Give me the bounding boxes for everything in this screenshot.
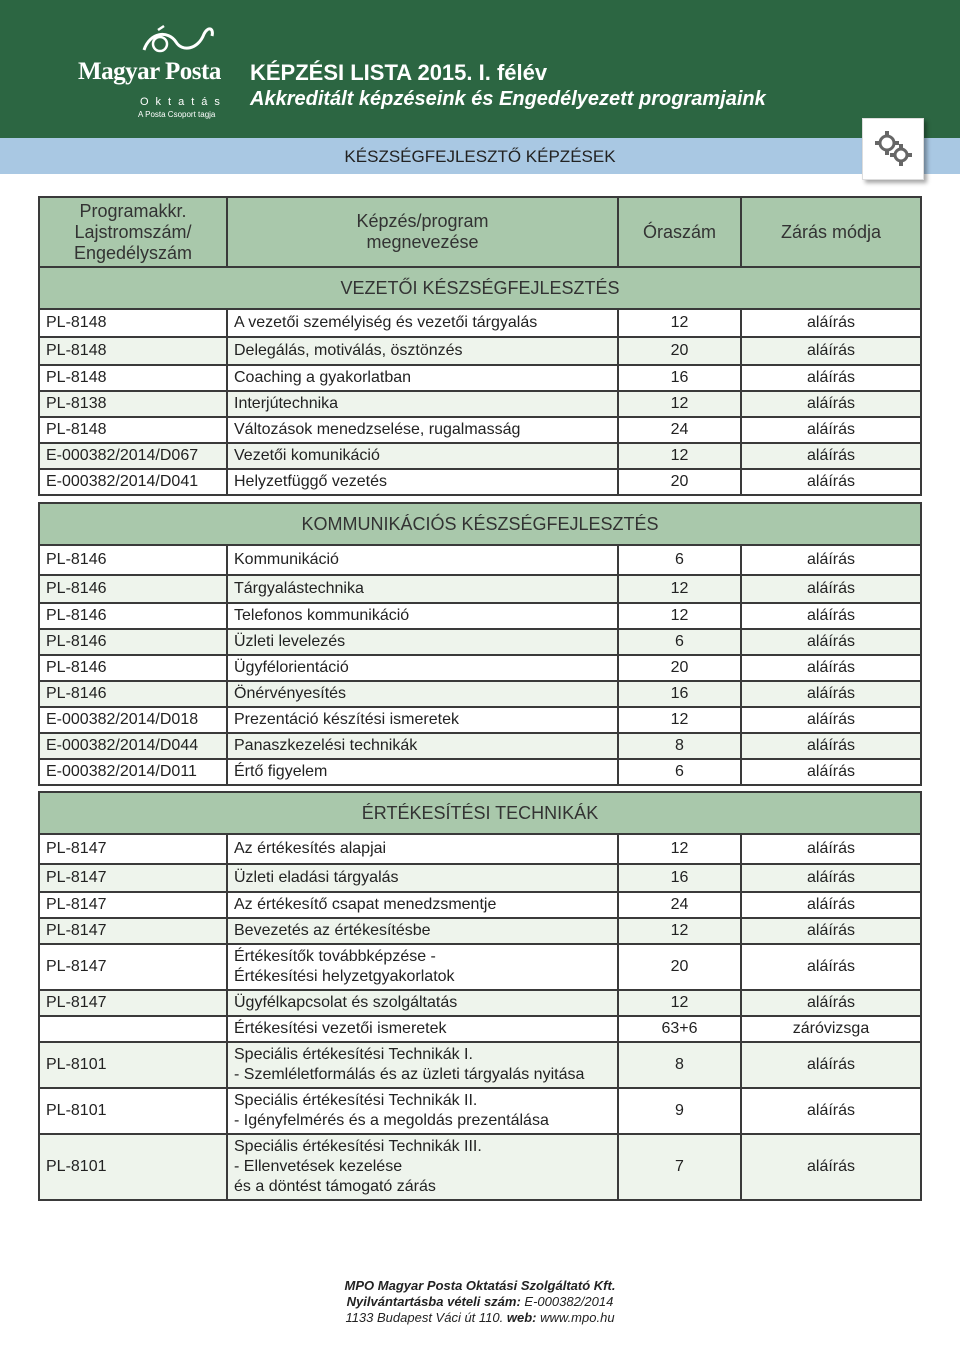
course-code: PL-8147	[39, 990, 227, 1016]
table-row	[39, 545, 921, 575]
course-close: aláírás	[741, 918, 921, 944]
logo-tagline: A Posta Csoport tagja	[138, 110, 216, 119]
course-close: aláírás	[741, 391, 921, 417]
gears-icon	[873, 129, 913, 169]
course-name: Telefonos kommunikáció	[227, 603, 618, 629]
table-row	[39, 603, 921, 629]
section-heading: ÉRTÉKESÍTÉSI TECHNIKÁK	[39, 792, 921, 834]
course-code: PL-8148	[39, 417, 227, 443]
course-hours: 12	[618, 391, 741, 417]
course-hours: 12	[618, 834, 741, 864]
table-row	[39, 892, 921, 918]
table-header-row	[39, 197, 921, 267]
course-name: Tárgyalástechnika	[227, 575, 618, 603]
section-heading: KOMMUNIKÁCIÓS KÉSZSÉGFEJLESZTÉS	[39, 503, 921, 545]
course-name: Kommunikáció	[227, 545, 618, 575]
course-hours: 16	[618, 681, 741, 707]
course-name: Prezentáció készítési ismeretek	[227, 707, 618, 733]
table-row	[39, 918, 921, 944]
course-hours: 12	[618, 918, 741, 944]
course-name: Ügyfélorientáció	[227, 655, 618, 681]
course-code: PL-8146	[39, 629, 227, 655]
course-name: Helyzetfüggő vezetés	[227, 469, 618, 495]
category-title: KÉSZSÉGFEJLESZTŐ KÉPZÉSEK	[344, 147, 616, 166]
course-code: PL-8148	[39, 365, 227, 391]
section-heading-row	[39, 792, 921, 834]
table-row	[39, 1134, 921, 1200]
section-body	[39, 545, 921, 785]
course-close: aláírás	[741, 759, 921, 785]
courses-table	[38, 791, 922, 1201]
table-row	[39, 365, 921, 391]
course-close: aláírás	[741, 655, 921, 681]
table-row	[39, 834, 921, 864]
course-close: aláírás	[741, 990, 921, 1016]
section-heading: VEZETŐI KÉSZSÉGFEJLESZTÉS	[39, 267, 921, 309]
page-header	[0, 0, 960, 138]
table-row	[39, 391, 921, 417]
course-code: PL-8146	[39, 575, 227, 603]
course-close: aláírás	[741, 365, 921, 391]
course-code: PL-8146	[39, 655, 227, 681]
course-hours: 20	[618, 469, 741, 495]
course-hours: 6	[618, 545, 741, 575]
section-heading-row	[39, 267, 921, 309]
course-name: Coaching a gyakorlatban	[227, 365, 618, 391]
footer-web-link[interactable]: www.mpo.hu	[540, 1310, 615, 1325]
course-close: aláírás	[741, 545, 921, 575]
course-name: Önérvényesítés	[227, 681, 618, 707]
course-code: PL-8147	[39, 834, 227, 864]
course-code: PL-8146	[39, 603, 227, 629]
course-name: Üzleti levelezés	[227, 629, 618, 655]
course-close: aláírás	[741, 681, 921, 707]
course-close: aláírás	[741, 1042, 921, 1088]
course-hours: 12	[618, 603, 741, 629]
course-code: E-000382/2014/D067	[39, 443, 227, 469]
footer-address: 1133 Budapest Váci út 110.	[345, 1310, 504, 1325]
course-name: Ügyfélkapcsolat és szolgáltatás	[227, 990, 618, 1016]
course-code: E-000382/2014/D011	[39, 759, 227, 785]
course-close: aláírás	[741, 603, 921, 629]
course-close: aláírás	[741, 707, 921, 733]
table-row	[39, 1042, 921, 1088]
course-name: Speciális értékesítési Technikák II. - Igényfelmérés és a megoldás prezentálása	[227, 1088, 618, 1134]
table-row	[39, 990, 921, 1016]
course-close: aláírás	[741, 864, 921, 892]
table-row	[39, 944, 921, 990]
footer-reg-label: Nyilvántartásba vételi szám:	[346, 1294, 521, 1309]
course-code: PL-8147	[39, 892, 227, 918]
course-close: aláírás	[741, 469, 921, 495]
gears-badge	[862, 118, 924, 180]
course-close: aláírás	[741, 417, 921, 443]
course-name: Az értékesítő csapat menedzsmentje	[227, 892, 618, 918]
course-hours: 12	[618, 707, 741, 733]
courses-table	[38, 502, 922, 786]
course-code: PL-8148	[39, 309, 227, 337]
course-hours: 24	[618, 892, 741, 918]
table-row	[39, 1088, 921, 1134]
column-header-code: Programakkr. Lajstromszám/ Engedélyszám	[39, 197, 227, 267]
course-hours: 24	[618, 417, 741, 443]
course-hours: 6	[618, 629, 741, 655]
course-hours: 12	[618, 990, 741, 1016]
table-row	[39, 759, 921, 785]
column-header-name: Képzés/program megnevezése	[227, 197, 618, 267]
table-row	[39, 443, 921, 469]
course-hours: 16	[618, 864, 741, 892]
course-hours: 20	[618, 944, 741, 990]
course-close: aláírás	[741, 337, 921, 365]
course-name: Speciális értékesítési Technikák III. - Ellenvetések kezelése és a döntést támogató zárás	[227, 1134, 618, 1200]
section-heading-row	[39, 503, 921, 545]
course-code: PL-8147	[39, 944, 227, 990]
course-code: PL-8147	[39, 918, 227, 944]
section-body	[39, 834, 921, 1200]
page-footer	[0, 1278, 960, 1326]
course-name: Az értékesítés alapjai	[227, 834, 618, 864]
course-name: Speciális értékesítési Technikák I. - Szemléletformálás és az üzleti tárgyalás nyitása	[227, 1042, 618, 1088]
course-hours: 6	[618, 759, 741, 785]
course-code: PL-8138	[39, 391, 227, 417]
table-row	[39, 655, 921, 681]
course-close: aláírás	[741, 443, 921, 469]
magyar-posta-logo	[76, 22, 226, 132]
course-hours: 20	[618, 337, 741, 365]
course-close: aláírás	[741, 1134, 921, 1200]
course-name: Interjútechnika	[227, 391, 618, 417]
table-row	[39, 864, 921, 892]
course-code: E-000382/2014/D041	[39, 469, 227, 495]
course-name: Üzleti eladási tárgyalás	[227, 864, 618, 892]
course-code: E-000382/2014/D044	[39, 733, 227, 759]
course-close: záróvizsga	[741, 1016, 921, 1042]
course-hours: 8	[618, 1042, 741, 1088]
course-hours: 12	[618, 443, 741, 469]
course-name: Vezetői komunikáció	[227, 443, 618, 469]
course-name: A vezetői személyiség és vezetői tárgyalás	[227, 309, 618, 337]
page-subtitle: Akkreditált képzéseink és Engedélyezett programjaink	[250, 88, 766, 110]
table-row	[39, 469, 921, 495]
course-close: aláírás	[741, 309, 921, 337]
section-body	[39, 309, 921, 495]
table-row	[39, 575, 921, 603]
course-code: PL-8101	[39, 1088, 227, 1134]
course-close: aláírás	[741, 892, 921, 918]
footer-registration	[0, 1294, 960, 1310]
course-hours: 12	[618, 575, 741, 603]
course-close: aláírás	[741, 1088, 921, 1134]
table-row	[39, 681, 921, 707]
course-name: Értő figyelem	[227, 759, 618, 785]
course-hours: 8	[618, 733, 741, 759]
footer-contact	[0, 1310, 960, 1326]
course-code: PL-8147	[39, 864, 227, 892]
table-row	[39, 707, 921, 733]
course-code	[39, 1016, 227, 1042]
logo-name: Magyar Posta	[78, 58, 221, 85]
footer-reg-value: E-000382/2014	[524, 1294, 614, 1309]
course-hours: 9	[618, 1088, 741, 1134]
course-hours: 12	[618, 309, 741, 337]
course-hours: 20	[618, 655, 741, 681]
course-code: PL-8146	[39, 545, 227, 575]
course-close: aláírás	[741, 944, 921, 990]
posthorn-icon	[138, 24, 218, 62]
course-name: Értékesítési vezetői ismeretek	[227, 1016, 618, 1042]
table-row	[39, 629, 921, 655]
column-header-close: Zárás módja	[741, 197, 921, 267]
table-row	[39, 417, 921, 443]
course-code: E-000382/2014/D018	[39, 707, 227, 733]
course-code: PL-8146	[39, 681, 227, 707]
course-close: aláírás	[741, 733, 921, 759]
footer-web-label: web:	[506, 1310, 537, 1325]
course-hours: 16	[618, 365, 741, 391]
courses-table	[38, 196, 922, 496]
course-close: aláírás	[741, 834, 921, 864]
course-close: aláírás	[741, 575, 921, 603]
course-hours: 7	[618, 1134, 741, 1200]
course-name: Változások menedzselése, rugalmasság	[227, 417, 618, 443]
course-name: Delegálás, motiválás, ösztönzés	[227, 337, 618, 365]
table-row	[39, 733, 921, 759]
column-header-hours: Óraszám	[618, 197, 741, 267]
course-name: Értékesítők továbbképzése - Értékesítési helyzetgyakorlatok	[227, 944, 618, 990]
table-row	[39, 309, 921, 337]
course-close: aláírás	[741, 629, 921, 655]
course-code: PL-8148	[39, 337, 227, 365]
course-code: PL-8101	[39, 1042, 227, 1088]
page-title: KÉPZÉSI LISTA 2015. I. félév	[250, 60, 548, 85]
table-row	[39, 337, 921, 365]
footer-company: MPO Magyar Posta Oktatási Szolgáltató Kft.	[344, 1278, 616, 1293]
course-name: Bevezetés az értékesítésbe	[227, 918, 618, 944]
table-row	[39, 1016, 921, 1042]
course-code: PL-8101	[39, 1134, 227, 1200]
logo-subtitle: Oktatás	[140, 96, 227, 108]
course-hours: 63+6	[618, 1016, 741, 1042]
course-name: Panaszkezelési technikák	[227, 733, 618, 759]
